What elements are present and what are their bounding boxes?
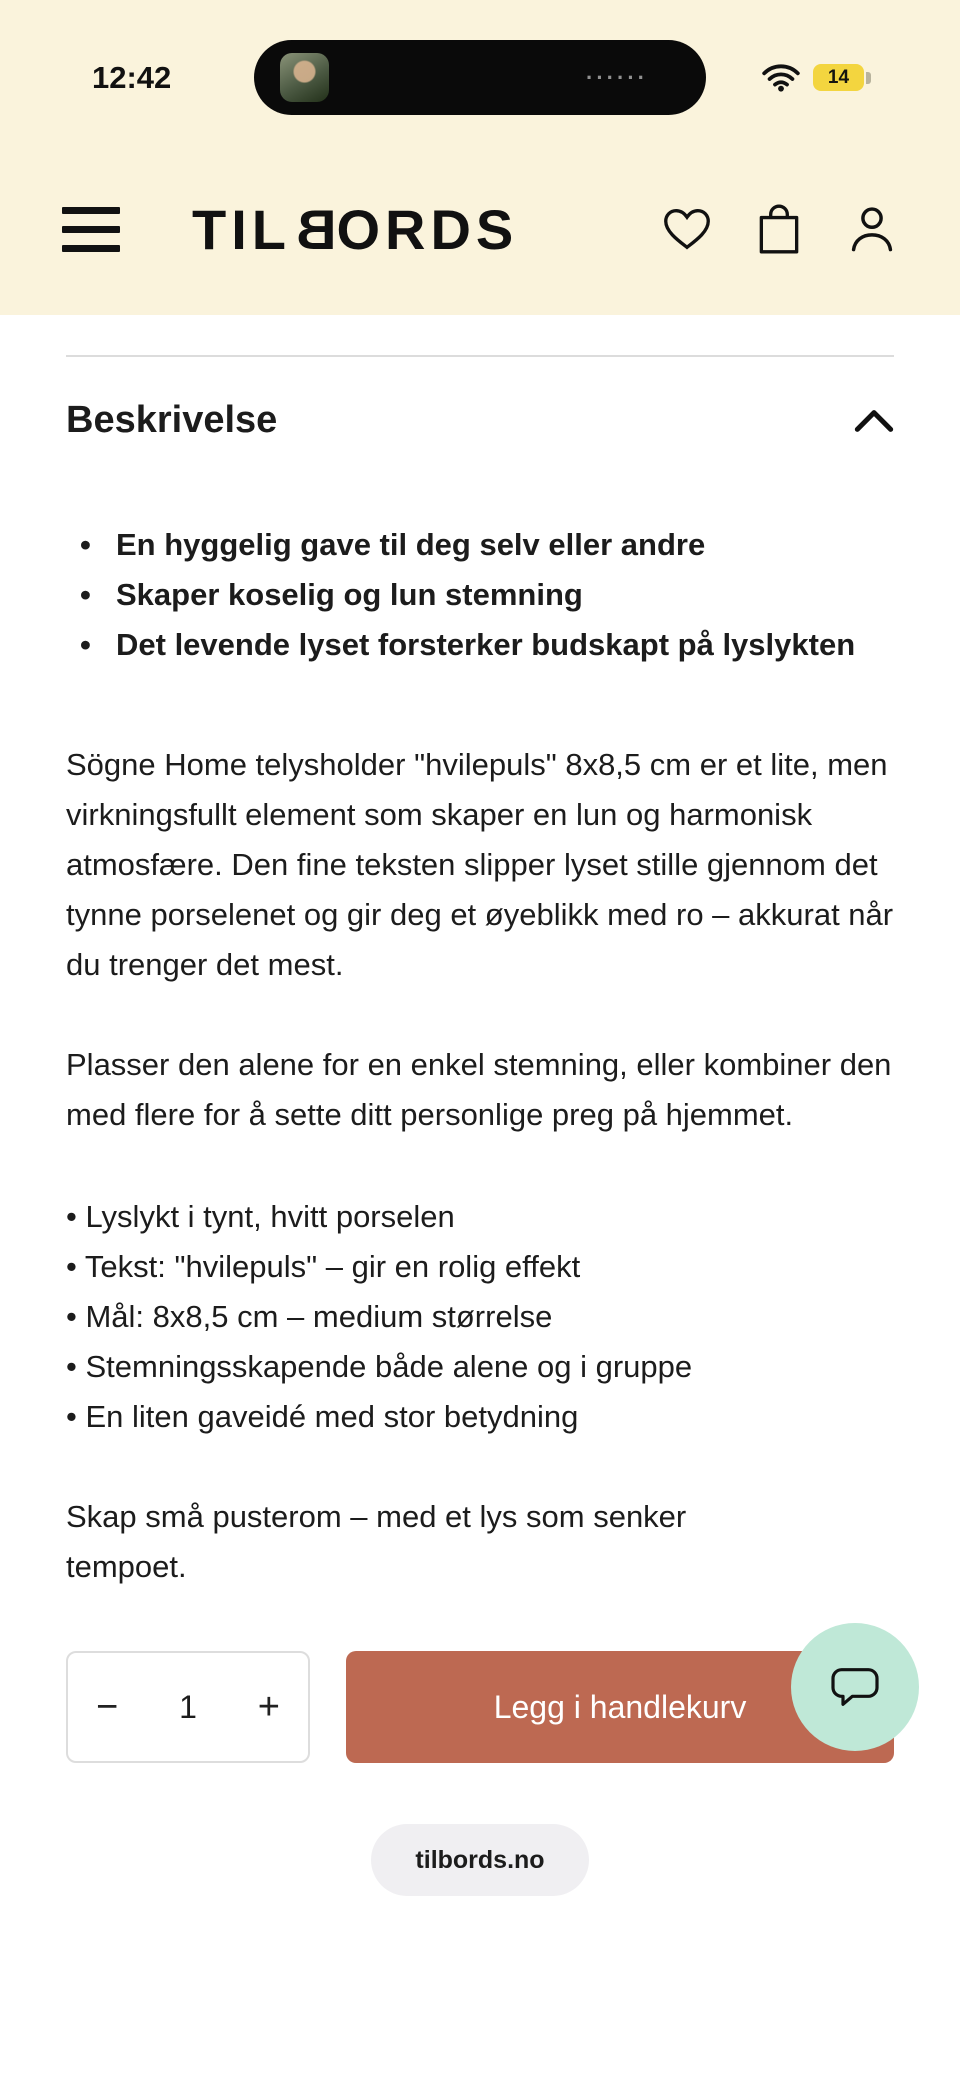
section-title: Beskrivelse [66,399,278,441]
chat-button[interactable] [791,1623,919,1751]
highlight-item: • Det levende lyset forsterker budskapt på lyslykten [66,620,894,670]
description-paragraph: Plasser den alene for en enkel stemning, eller kombiner den med flere for å sette ditt personlige preg på hjemmet. [66,1047,892,1132]
decrease-quantity-button[interactable]: − [96,1686,119,1728]
shopping-bag-icon [754,202,804,256]
clock: 12:42 [92,59,172,95]
address-bar[interactable]: tilbords.no [371,1824,588,1896]
battery-nub [866,72,871,84]
logo-text: TIL [192,197,291,261]
site-header [0,189,960,269]
purchase-row [66,1651,894,1763]
wifi-icon [762,63,800,93]
user-icon [846,203,898,255]
heart-icon [662,206,712,252]
tilbords-logo[interactable] [192,197,518,262]
logo-text: ORDS [336,197,519,261]
feature-item: • En liten gaveidé med stor betydning [66,1392,894,1442]
menu-button[interactable] [62,207,120,252]
description-paragraph: Skap små pusterom – med et lys som senker tempoet. [66,1499,687,1584]
increase-quantity-button[interactable]: + [257,1686,280,1728]
top-cream-area [0,0,960,315]
feature-item: • Stemningsskapende både alene og i gruppe [66,1342,894,1392]
highlight-item: • Skaper koselig og lun stemning [66,570,894,620]
live-activity-avatar [280,53,329,102]
section-divider [66,355,894,357]
cart-button[interactable] [754,202,804,256]
feature-item: • Lyslykt i tynt, hvitt porselen [66,1192,894,1242]
quantity-value: 1 [179,1688,197,1725]
highlight-list [66,520,894,670]
chat-bubble-icon [823,1655,887,1719]
dynamic-island[interactable] [254,40,706,115]
description-paragraph: Sögne Home telysholder "hvilepuls" 8x8,5 cm er et lite, men virkningsfullt element som skaper en lun og harmonisk atmosfære. Den fine teksten slipper lyset stille gjennom det tynne porselenet og gir deg et øyeblikk med ro – akkurat når du trenger det mest. [66,747,894,982]
battery-percent: 14 [827,66,850,88]
description-accordion-toggle[interactable] [66,399,894,442]
island-activity-dots: ······ [586,64,648,90]
add-to-cart-button[interactable]: Legg i handlekurv [346,1651,894,1763]
highlight-item: • En hyggelig gave til deg selv eller andre [66,520,894,570]
feature-list [66,1192,894,1442]
quantity-stepper [66,1651,310,1763]
feature-item: • Tekst: "hvilepuls" – gir en rolig effekt [66,1242,894,1292]
chevron-up-icon [854,408,894,434]
status-bar [0,40,960,115]
battery-icon [813,64,864,91]
wishlist-button[interactable] [662,206,712,252]
browser-bottom-bar [66,1824,894,1896]
feature-item: • Mål: 8x8,5 cm – medium størrelse [66,1292,894,1342]
logo-mirrored-b: B [290,197,337,261]
account-button[interactable] [846,203,898,255]
